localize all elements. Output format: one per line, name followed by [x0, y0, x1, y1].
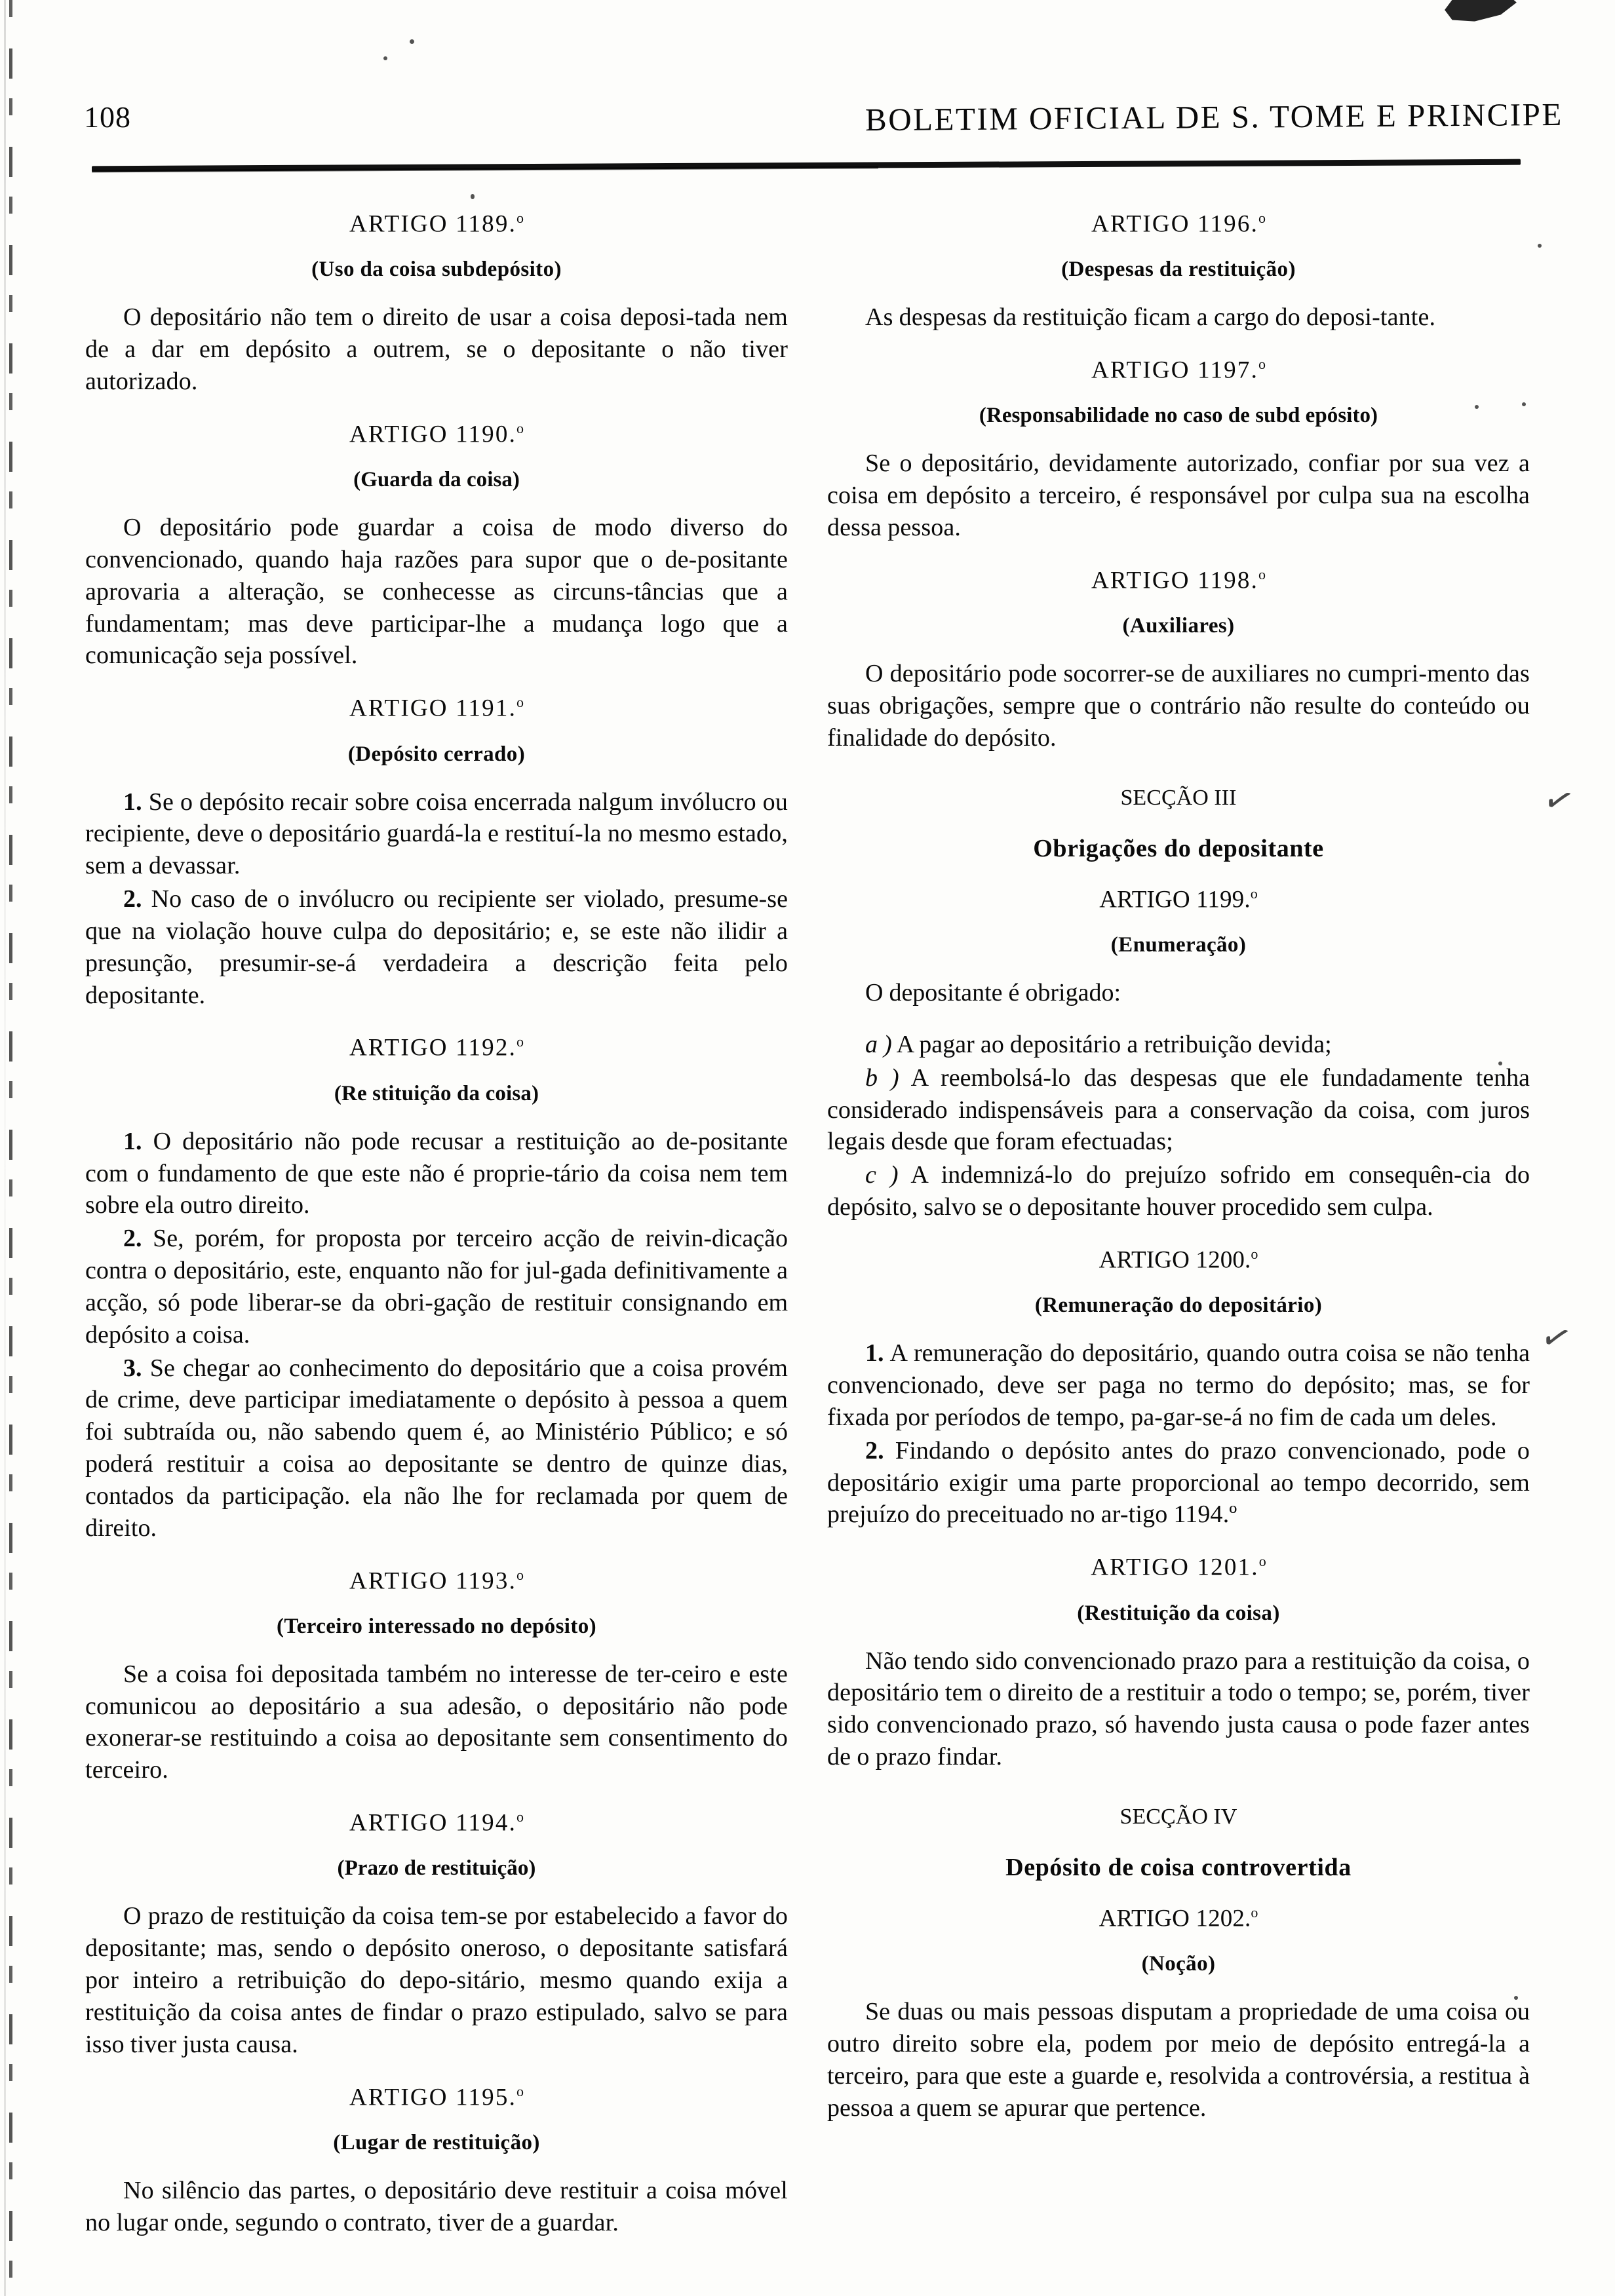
- ordinal-marker: o: [1258, 1553, 1266, 1570]
- article-rubric-1189: (Uso da coisa subdepósito): [311, 258, 562, 282]
- article-paragraph: [827, 1435, 1530, 1531]
- article-heading-1193: [85, 1567, 788, 1595]
- scan-ink-blot: [1436, 0, 1518, 27]
- article-text-1198: O depositário pode socorrer-se de auxiliares no cumpri-mento das suas obrigações, sempre que o contrário não resulte do conteúdo ou finalidade do depósito.: [827, 660, 1530, 752]
- page-body: [0, 187, 1615, 2239]
- article-number: ARTIGO 1196.: [1091, 210, 1259, 238]
- article-number: ARTIGO 1198.: [1091, 567, 1259, 594]
- article-heading-1201: [827, 1553, 1530, 1581]
- ordinal-marker: o: [516, 2082, 524, 2099]
- section-number-4: SECÇÃO IV: [1119, 1804, 1237, 1829]
- article-rubric-1193: (Terceiro interessado no depósito): [276, 1614, 597, 1638]
- article-heading-1199: [827, 885, 1530, 913]
- ordinal-marker: o: [516, 419, 524, 436]
- article-text-1195: No silêncio das partes, o depositário deve restituir a coisa móvel no lugar onde, segundo o contrato, tiver de a guardar.: [85, 2176, 788, 2236]
- article-paragraph: [85, 1352, 788, 1544]
- article-item-b: [827, 1062, 1530, 1158]
- scan-speck: [383, 56, 387, 60]
- article-heading-1194: [85, 1808, 788, 1837]
- article-heading-1190: [85, 420, 788, 448]
- article-number: ARTIGO 1193.: [349, 1567, 517, 1594]
- article-text-1201: Não tendo sido convencionado prazo para a restituição da coisa, o depositário tem o direito de a restituir a todo o tempo; se, porém, tiver sido convencionado prazo, só havendo justa causa o pode fazer antes de o prazo findar.: [827, 1647, 1530, 1771]
- article-text-1197: Se o depositário, devidamente autorizado, confiar por sua vez a coisa em depósito a terceiro, é responsável por culpa sua na escolha dessa pessoa.: [827, 450, 1530, 542]
- section-number-3: SECÇÃO III: [1120, 785, 1237, 810]
- article-text-1202: Se duas ou mais pessoas disputam a propriedade de uma coisa ou outro direito sobre ela, podem por meio de depósito entregá-la a terceiro, para que este a guarde e, resolvida a controvérsia, a restitua à pessoa a quem se apurar que pertence.: [827, 1998, 1530, 2122]
- paragraph-text: Se o depósito recair sobre coisa encerrada nalgum invólucro ou recipiente, deve o depositário guardá-la e restituí-la no mesmo estado, sem a devassar.: [85, 788, 788, 880]
- article-number: ARTIGO 1202.: [1099, 1905, 1251, 1932]
- article-heading-1196: [827, 210, 1530, 238]
- article-paragraph: [85, 1223, 788, 1350]
- item-text: A pagar ao depositário a retribuição devida;: [896, 1030, 1332, 1058]
- publication-title: BOLETIM OFICIAL DE S. TOME E PRINCIPE: [865, 96, 1564, 138]
- paragraph-number: 1.: [123, 788, 142, 816]
- paragraph-text: Findando o depósito antes do prazo convencionado, pode o depositário exigir uma parte proporcional ao tempo decorrido, sem prejuízo do preceituado no ar-tigo 1194.º: [827, 1436, 1530, 1529]
- article-heading-1189: [85, 210, 788, 238]
- article-number: ARTIGO 1189.: [349, 210, 517, 238]
- article-rubric-1199: (Enumeração): [1110, 933, 1247, 957]
- ordinal-marker: o: [1250, 885, 1258, 902]
- margin-check-mark-icon: ✓: [1538, 776, 1580, 825]
- margin-check-mark-icon: ✓: [1536, 1313, 1577, 1362]
- ordinal-marker: o: [516, 1566, 524, 1583]
- article-rubric-1192: (Re stituição da coisa): [334, 1081, 539, 1105]
- article-rubric-1194: (Prazo de restituição): [337, 1856, 536, 1881]
- article-rubric-1201: (Restituição da coisa): [1077, 1601, 1280, 1625]
- section-title-3: Obrigações do depositante: [1033, 834, 1324, 862]
- paragraph-text: No caso de o invólucro ou recipiente ser violado, presume-se que na violação houve culpa do depositário; e, se este não ilidir a presunção, presumir-se-á verdadeira a descrição feita pelo depositante.: [85, 885, 788, 1009]
- paragraph-number: 3.: [123, 1354, 142, 1382]
- article-rubric-1200: (Remuneração do depositário): [1034, 1293, 1323, 1318]
- article-text-1189: O depositário não tem o direito de usar a coisa deposi-tada nem de a dar em depósito a outrem, se o depositante o não tiver autorizado.: [85, 303, 788, 395]
- ordinal-marker: o: [516, 210, 524, 226]
- article-rubric-1196: (Despesas da restituição): [1061, 258, 1296, 282]
- article-paragraph: [827, 1337, 1530, 1433]
- article-number: ARTIGO 1195.: [349, 2083, 517, 2111]
- page-header: [0, 85, 1615, 164]
- paragraph-text: A remuneração do depositário, quando outra coisa se não tenha convencionado, deve ser paga no termo do depósito; mas, se for fixada por períodos de tempo, pa-gar-se-á no fim de cada um deles.: [827, 1339, 1530, 1431]
- article-paragraph: [85, 1126, 788, 1221]
- ordinal-marker: o: [516, 694, 524, 711]
- article-heading-1191: [85, 694, 788, 722]
- paragraph-text: Se, porém, for proposta por terceiro acção de reivin-dicação contra o depositário, este, enquanto não for jul-gada definitivamente a acção, só pode liberar-se da obri-gação de restituir consignando em depósito a coisa.: [85, 1225, 788, 1349]
- ordinal-marker: o: [1251, 1245, 1258, 1262]
- item-letter: b ): [865, 1063, 899, 1092]
- article-rubric-1195: (Lugar de restituição): [333, 2130, 540, 2154]
- article-heading-1198: [827, 566, 1530, 594]
- article-text-1196: As despesas da restituição ficam a cargo do deposi-tante.: [865, 303, 1436, 332]
- ordinal-marker: o: [1258, 210, 1266, 226]
- article-heading-1202: [827, 1904, 1530, 1932]
- article-paragraph: [85, 883, 788, 1011]
- article-text-1193: Se a coisa foi depositada também no interesse de ter-ceiro e este comunicou ao depositário a sua adesão, o depositário não pode exonerar-se restituindo a coisa ao depositante sem consentimento do terceiro.: [85, 1660, 788, 1784]
- article-number: ARTIGO 1197.: [1091, 356, 1259, 384]
- article-rubric-1202: (Noção): [1141, 1952, 1216, 1976]
- ordinal-marker: o: [516, 1033, 524, 1050]
- item-letter: a ): [865, 1030, 892, 1058]
- article-paragraph: [85, 786, 788, 882]
- article-text-1190: O depositário pode guardar a coisa de modo diverso do convencionado, quando haja razões para supor que o de-positante aprovaria a alteração, se conhecesse as circuns-tâncias que a fundamentam; mas deve participar-lhe a mudança logo que a comunicação seja possível.: [85, 514, 788, 670]
- paragraph-number: 1.: [123, 1127, 142, 1155]
- article-heading-1195: [85, 2083, 788, 2111]
- ordinal-marker: o: [1258, 565, 1266, 583]
- article-rubric-1191: (Depósito cerrado): [347, 742, 526, 766]
- article-heading-1200: [827, 1246, 1530, 1274]
- article-rubric-1197: (Responsabilidade no caso de subd epósito): [979, 404, 1378, 428]
- article-number: ARTIGO 1200.: [1099, 1246, 1251, 1274]
- article-item-a: [827, 1029, 1530, 1061]
- article-number: ARTIGO 1192.: [349, 1034, 517, 1062]
- paragraph-number: 2.: [123, 1225, 142, 1253]
- section-title-4: Depósito de coisa controvertida: [1005, 1853, 1352, 1881]
- article-number: ARTIGO 1191.: [349, 695, 517, 722]
- page-number: 108: [84, 100, 131, 134]
- paragraph-number: 2.: [123, 885, 142, 913]
- article-number: ARTIGO 1201.: [1091, 1554, 1259, 1581]
- column-left: [85, 187, 788, 2239]
- paragraph-text: Se chegar ao conhecimento do depositário que a coisa provém de crime, deve participar imediatamente o depósito à pessoa a quem foi subtraída ou, não sabendo quem é, ao Ministério Público; e só poderá restituir a coisa ao depositante se dentro de quinze dias, contados da participação. ela não lhe for reclamada por quem de direito.: [85, 1354, 788, 1542]
- item-letter: c ): [865, 1161, 899, 1189]
- article-number: ARTIGO 1194.: [349, 1809, 517, 1837]
- article-rubric-1198: (Auxiliares): [1122, 614, 1235, 638]
- article-number: ARTIGO 1190.: [349, 421, 517, 448]
- scan-speck: [410, 39, 414, 44]
- paragraph-number: 1.: [865, 1339, 884, 1368]
- ordinal-marker: o: [516, 1808, 524, 1826]
- article-text-1194: O prazo de restituição da coisa tem-se por estabelecido a favor do depositante; mas, sendo o depósito oneroso, o depositante satisfará por inteiro a retribuição do depo-sitário, mesmo quando exija a restituição da coisa antes de findar o prazo estipulado, salvo se para isso tiver justa causa.: [85, 1902, 788, 2058]
- article-heading-1192: [85, 1033, 788, 1062]
- ordinal-marker: o: [1258, 356, 1266, 373]
- article-rubric-1190: (Guarda da coisa): [353, 468, 520, 492]
- item-text: A reembolsá-lo das despesas que ele fundadamente tenha considerado indispensáveis para a conservação da coisa, com juros legais desde que foram efectuadas;: [827, 1063, 1530, 1156]
- item-text: A indemnizá-lo do prejuízo sofrido em consequên-cia do depósito, salvo se o depositante houver procedido sem culpa.: [827, 1161, 1530, 1221]
- paragraph-text: O depositário não pode recusar a restituição ao de-positante com o fundamento de que este não é proprie-tário da coisa nem tem sobre ela outro direito.: [85, 1127, 788, 1219]
- paragraph-number: 2.: [865, 1436, 884, 1464]
- column-right: [827, 187, 1530, 2239]
- article-item-c: [827, 1159, 1530, 1223]
- article-number: ARTIGO 1199.: [1099, 886, 1251, 913]
- ordinal-marker: o: [1251, 1904, 1258, 1921]
- article-heading-1197: [827, 356, 1530, 384]
- article-lead-in-1199: O depositante é obrigado:: [865, 979, 1121, 1007]
